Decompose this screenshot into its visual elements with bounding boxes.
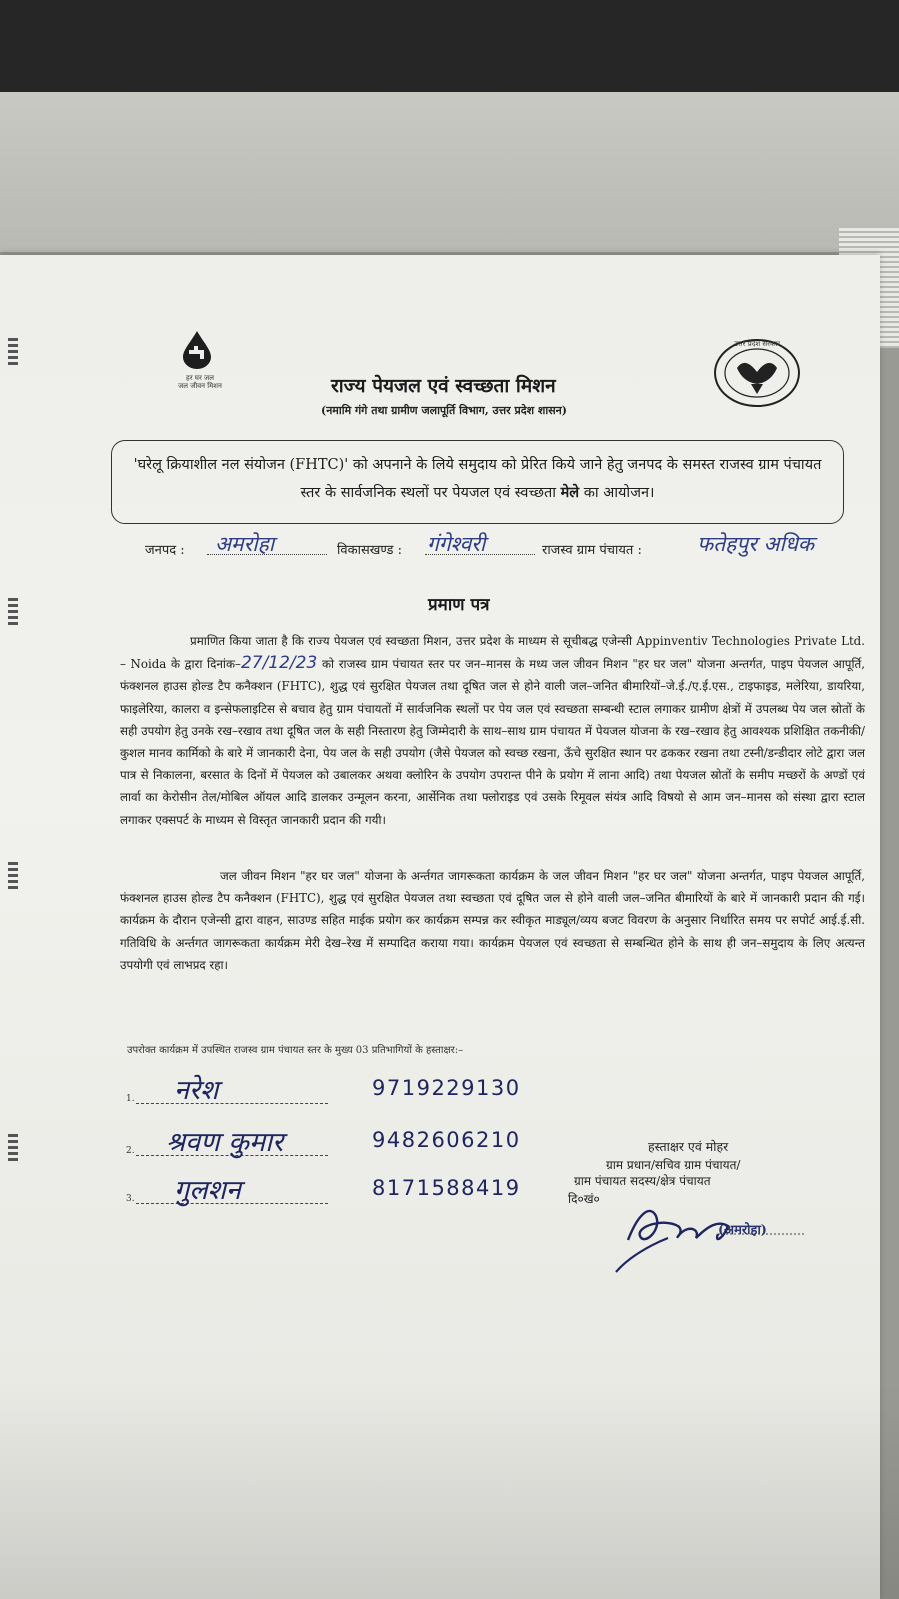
jal-jeevan-logo — [170, 330, 230, 402]
staple-mark — [8, 1134, 18, 1162]
stamp-text: (अमरोहा) — [718, 1223, 767, 1238]
certificate-paragraph-2: जल जीवन मिशन "हर घर जल" योजना के अर्न्तगत जागरूकता कार्यक्रम के जल जीवन मिशन "हर घर जल" योजना अन्तर्गत, पाइप पेयजल आपूर्ति, फंक्शनल हाउस होल्ड टैप कनैक्शन (FHTC), शुद्ध एवं सुरक्षित पेयजल तथा स्वच्छता एवं दूषित जल से होने वाली जल–जनित बीमारियों के बारे में जानकारी प्रदान की गई। कार्यक्रम के दौरान एजेन्सी द्वारा वाहन, साउण्ड सहित माईक प्रयोग कर कार्यक्रम सम्पन्न कर स्वीकृत माड्यूल/व्यय बजट विवरण के अनुसार निर्धारित समय पर सपोर्ट आई.ई.सी. गतिविधि के अर्न्तगत जागरूकता कार्यक्रम मेरी देख–रेख में सम्पादित कराया गया। कार्यक्रम पेयजल एवं स्वच्छता से सम्बन्धित होने के साथ ही जन–समुदाय के लिए अत्यन्त उपयोगी एवं लाभप्रद रहा। — [120, 869, 865, 972]
certificate-paragraph-1 — [120, 630, 865, 831]
handwritten-signature — [568, 1134, 808, 1284]
staple-mark — [8, 598, 18, 626]
notice-text-end: का आयोजन। — [579, 485, 655, 501]
up-government-seal — [713, 338, 801, 408]
staple-mark — [8, 862, 18, 890]
background-wall — [0, 92, 899, 252]
staple-mark — [8, 338, 18, 366]
participants-label: उपरोक्त कार्यक्रम में उपस्थित राजस्व ग्राम पंचायत स्तर के मुख्य 03 प्रतिभागियों के हस्ताक्षर:– — [127, 1045, 464, 1056]
signature-line — [136, 1103, 328, 1104]
participant-row — [126, 1170, 546, 1210]
notice-bold-word: मेले — [560, 484, 580, 501]
block-label: विकासखण्ड : — [337, 543, 403, 558]
participant-phone: 9482606210 — [372, 1128, 521, 1152]
page-title: राज्य पेयजल एवं स्वच्छता मिशन — [331, 375, 556, 397]
panchayat-value: फतेहपुर अधिक — [697, 532, 815, 556]
participant-row — [126, 1070, 546, 1110]
p1-text-start: प्रमाणित किया जाता है कि राज्य पेयजल एवं स्वच्छता मिशन, उत्तर प्रदेश के माध्यम से सूचीबद्ध एजेन्सी Appinventiv Technologies Private Ltd. – Noida के द्वारा दिनांक– — [120, 634, 865, 672]
notice-text: 'घरेलू क्रियाशील नल संयोजन (FHTC)' को अपनाने के लिये समुदाय को प्रेरित किये जाने हेतु जनपद के समस्त राजस्व ग्राम पंचायत स्तर के सार्वजनिक स्थलों पर पेयजल एवं स्वच्छता — [133, 457, 822, 501]
seal-text: उत्तर प्रदेश सरकार — [733, 340, 781, 348]
water-drop-tap-icon — [180, 330, 214, 370]
panchayat-label: राजस्व ग्राम पंचायत : — [542, 543, 642, 558]
signatory-role-1: ग्राम प्रधान/सचिव ग्राम पंचायत/ — [606, 1158, 741, 1172]
event-date: 27/12/23 — [240, 653, 318, 674]
block-value: गंगेश्वरी — [427, 532, 486, 556]
participant-name: श्रवण कुमार — [166, 1127, 284, 1158]
event-notice-box — [111, 440, 844, 524]
district-label: जनपद : — [145, 543, 185, 558]
location-fields — [145, 530, 885, 564]
participant-phone: 9719229130 — [372, 1076, 521, 1100]
district-value: अमरोहा — [215, 532, 275, 556]
background-dark-top — [0, 0, 899, 92]
participant-row — [126, 1122, 546, 1162]
participant-phone: 8171588419 — [372, 1176, 521, 1200]
signatory-role-2: ग्राम पंचायत सदस्य/क्षेत्र पंचायत — [574, 1174, 711, 1188]
participant-number: 2. — [126, 1146, 135, 1156]
official-signature-block — [568, 1134, 808, 1284]
signatory-office: दि०खं० — [568, 1192, 600, 1206]
page-subtitle: (नमामि गंगे तथा ग्रामीण जलापूर्ति विभाग, उत्तर प्रदेश शासन) — [321, 404, 567, 417]
participant-number: 1. — [126, 1094, 135, 1104]
p1-text-end: को राजस्व ग्राम पंचायत स्तर पर जन–मानस के मध्य जल जीवन मिशन "हर घर जल" योजना अन्तर्गत, पाइप पेयजल आपूर्ति, फंक्शनल हाउस होल्ड टैप कनैक्शन (FHTC), शुद्ध एवं सुरक्षित पेयजल तथा दूषित जल से होने वाली जल–जनित बीमारियों–जे.ई./ए.ई.एस., टाइफाइड, मलेरिया, डायरिया, फाइलेरिया, कालरा व इन्सेफलाइटिस से बचाव हेतु ग्राम पंचायतों में सार्वजनिक स्थलों पर पेय जल एवं स्वच्छता सम्बन्धी स्टाल लगाकर ग्रामीण क्षेत्रों में उपलब्ध पेय जल स्रोतों के सही उपयोग हेतु उनके रख–रखाव तथा दूषित जल के सही निस्तारण हेतु जिम्मेदारी के साथ–साथ ग्राम पंचायत में पेयजल योजना के रख–रखाव हेतु आवश्यक प्रशिक्षित तकनीकी/कुशल मानव कार्मिको के बारे में जानकारी देना, पेय जल के सही उपयोग (जैसे पेयजल को स्वच्छ रखना, ऊँचे सुरक्षित स्थान पर ढककर रखना तथा टस्नी/डन्डीदार लोटे द्वारा जल पात्र से निकालना, बरसात के दिनों में पेयजल को उबालकर अथवा क्लोरिन के उपयोग उपरान्त पीने के प्रयोग में लाना आदि) तथा पेयजल स्रोतों के समीप मच्छरों के अण्डों एवं लार्वा का केरोसीन तेल/मोबिल ऑयल आदि डालकर उन्मूलन करना, आर्सेनिक तथा फ्लोराइड एवं उसके रिमूवल संयंत्र आदि विषयो से आम जन–मानस को संस्था द्वारा स्टाल लगाकर एक्सपर्ट के माध्यम से विस्तृत जानकारी प्रदान की गयी। — [120, 657, 865, 827]
logo-caption: हर घर जल जल जीवन मिशन — [178, 374, 222, 390]
certificate-title: प्रमाण पत्र — [428, 595, 490, 615]
participant-name: गुलशन — [174, 1175, 241, 1206]
signature-caption: हस्ताक्षर एवं मोहर — [648, 1139, 729, 1154]
participant-name: नरेश — [174, 1075, 219, 1106]
participant-number: 3. — [126, 1194, 135, 1204]
